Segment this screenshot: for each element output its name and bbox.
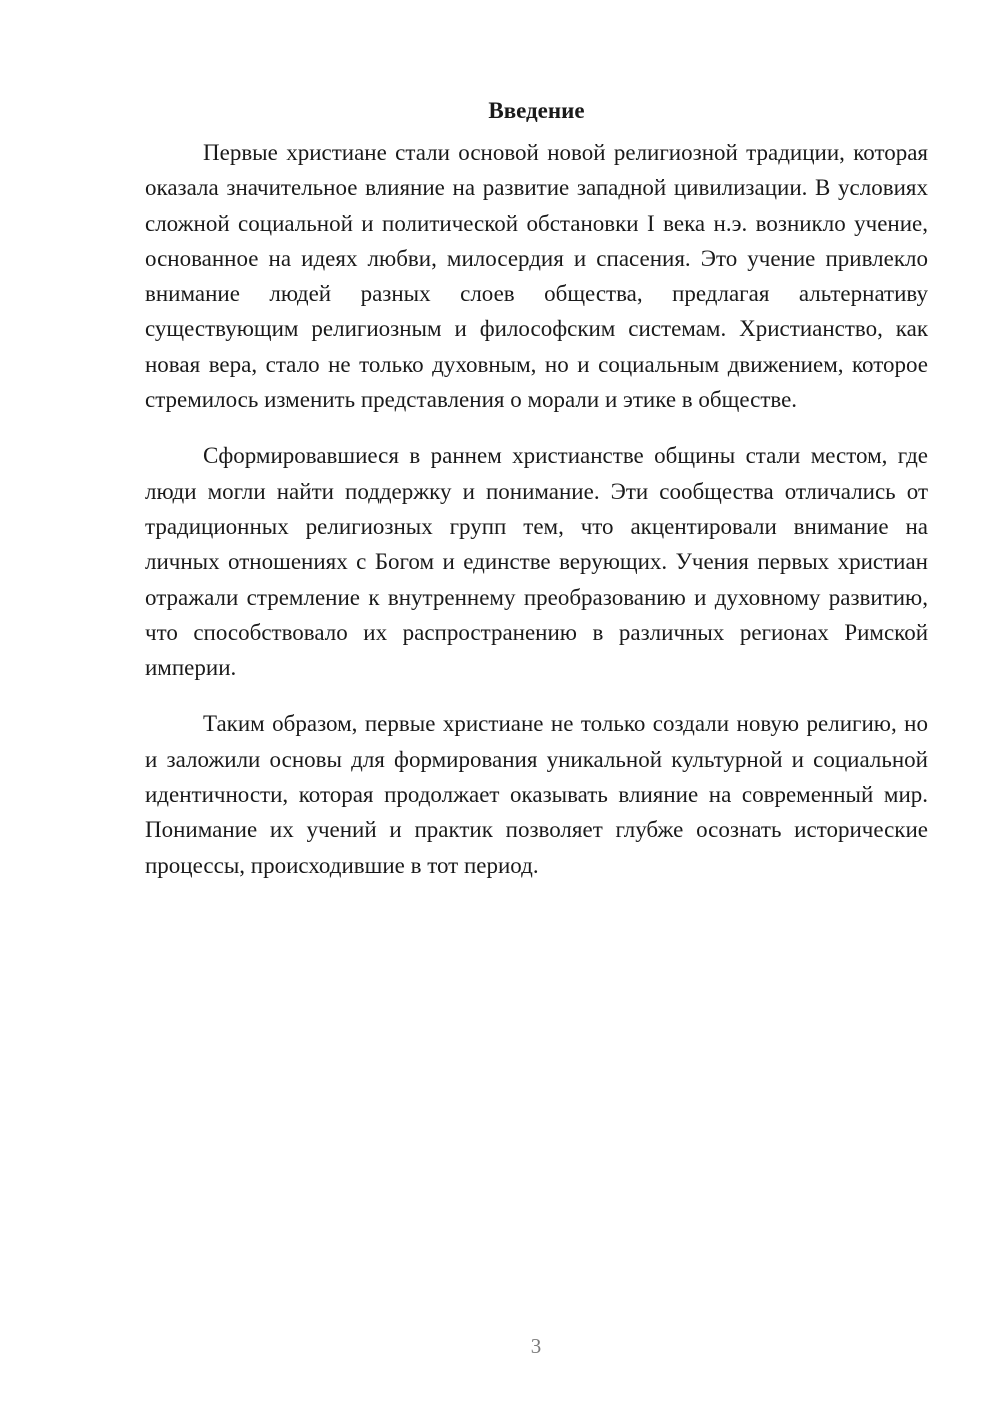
section-heading: Введение <box>488 98 585 123</box>
paragraph-1: Первые христиане стали основой новой религиозной традиции, которая оказала значительное влияние на развитие западной цивилизации. В условиях сложной социальной и политической обстановки I века н.э. возникло учение, основанное на идеях любви, милосердия и спасения. Это учение привлекло внимание людей разных слоев общества, предлагая альтернативу существующим религиозным и философским системам. Христианство, как новая вера, стало не только духовным, но и социальным движением, которое стремилось изменить представления о морали и этике в обществе. <box>145 140 928 413</box>
page-content <box>145 92 928 904</box>
page-number: 3 <box>530 1334 542 1358</box>
paragraph-2: Сформировавшиеся в раннем христианстве общины стали местом, где люди могли найти поддержку и понимание. Эти сообщества отличались от традиционных религиозных групп тем, что акцентировали внимание на личных отношениях с Богом и единстве верующих. Учения первых христиан отражали стремление к внутреннему преобразованию и духовному развитию, что способствовало их распространению в различных регионах Римской империи. <box>145 443 928 681</box>
paragraph-3: Таким образом, первые христиане не только создали новую религию, но и заложили основы для формирования уникальной культурной и социальной идентичности, которая продолжает оказывать влияние на современный мир. Понимание их учений и практик позволяет глубже осознать исторические процессы, происходившие в тот период. <box>145 711 928 878</box>
